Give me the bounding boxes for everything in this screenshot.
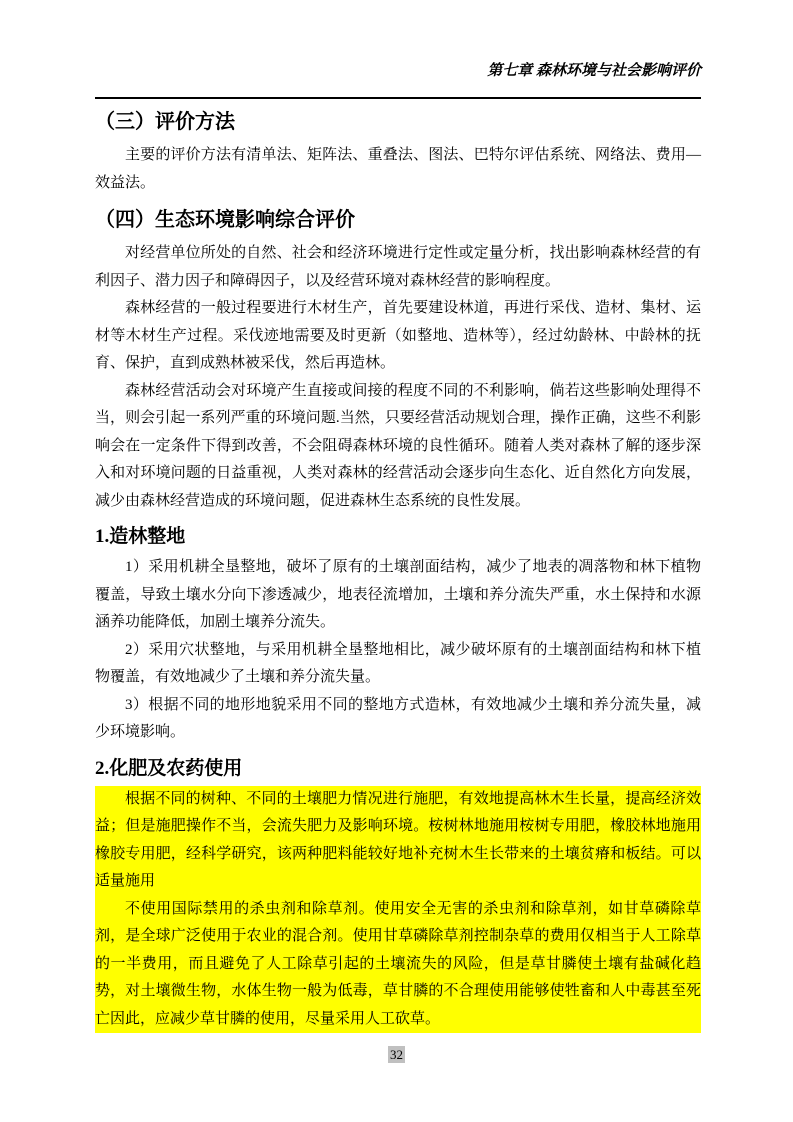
- highlight-paragraph-fertilizer: 根据不同的树种、不同的土壤肥力情况进行施肥，有效地提高林木生长量，提高经济效益；但是施肥操作不当，会流失肥力及影响环境。桉树林地施用桉树专用肥，橡胶林地施用橡胶专用肥，经科学研究，该两种肥料能较好地补充树木生长带来的土壤贫瘠和板结。可以适量施用: [95, 790, 701, 889]
- running-header: [95, 60, 701, 99]
- section4-paragraph-process: 森林经营的一般过程要进行木材生产，首先要建设林道，再进行采伐、造材、集材、运材等木材生产过程。采伐迹地需要及时更新（如整地、造林等），经过幼龄林、中龄林的抚育、保护，直到成熟林被采伐，然后再造林。: [95, 300, 701, 371]
- subsection1-item-2: 2）采用穴状整地，与采用机耕全垦整地相比，减少破坏原有的土壤剖面结构和林下植物覆盖，有效地减少了土壤和养分流失量。: [95, 641, 701, 685]
- section-heading-4: （四）生态环境影响综合评价: [95, 209, 355, 231]
- subsection-heading-2-fertilizer-pesticide: 2.化肥及农药使用: [95, 757, 243, 779]
- subsection1-item-3: 3）根据不同的地形地貌采用不同的整地方式造林，有效地减少土壤和养分流失量，减少环境影响。: [95, 696, 701, 740]
- section3-paragraph-methods: 主要的评价方法有清单法、矩阵法、重叠法、图法、巴特尔评估系统、网络法、费用—效益法。: [95, 147, 701, 191]
- section-heading-3: （三）评价方法: [95, 111, 235, 133]
- page-number: 32: [390, 1047, 403, 1062]
- page-content: [95, 60, 701, 1033]
- subsection1-item-1: 1）采用机耕全垦整地，破坏了原有的土壤剖面结构，减少了地表的凋落物和林下植物覆盖，导致土壤水分向下渗透减少，地表径流增加，土壤和养分流失严重，水土保持和水源涵养功能降低，加剧土壤养分流失。: [95, 559, 701, 630]
- section4-paragraph-impact: 森林经营活动会对环境产生直接或间接的程度不同的不利影响，倘若这些影响处理得不当，则会引起一系列严重的环境问题.当然，只要经营活动规划合理，操作正确，这些不利影响会在一定条件下得到改善，不会阻碍森林环境的良性循环。随着人类对森林了解的逐步深入和对环境问题的日益重视，人类对森林的经营活动会逐步向生态化、近自然化方向发展，减少由森林经营造成的环境问题，促进森林生态系统的良性发展。: [95, 382, 701, 509]
- subsection-heading-1-site-prep: 1.造林整地: [95, 526, 186, 547]
- page-footer: [0, 1046, 793, 1064]
- chapter-title: 第七章 森林环境与社会影响评价: [487, 63, 701, 79]
- highlighted-text-block: [95, 786, 701, 1034]
- section4-paragraph-analysis: 对经营单位所处的自然、社会和经济环境进行定性或定量分析，找出影响森林经营的有利因子、潜力因子和障碍因子，以及经营环境对森林经营的影响程度。: [95, 245, 701, 289]
- highlight-paragraph-herbicide: 不使用国际禁用的杀虫剂和除草剂。使用安全无害的杀虫剂和除草剂，如甘草磷除草剂，是全球广泛使用于农业的混合剂。使用甘草磷除草剂控制杂草的费用仅相当于人工除草的一半费用，而且避免了人工除草引起的土壤流失的风险，但是草甘膦使土壤有盐碱化趋势，对土壤微生物，水体生物一般为低毒，草甘膦的不合理使用能够使牲畜和人中毒甚至死亡因此，应减少草甘膦的使用，尽量采用人工砍草。: [95, 900, 701, 1027]
